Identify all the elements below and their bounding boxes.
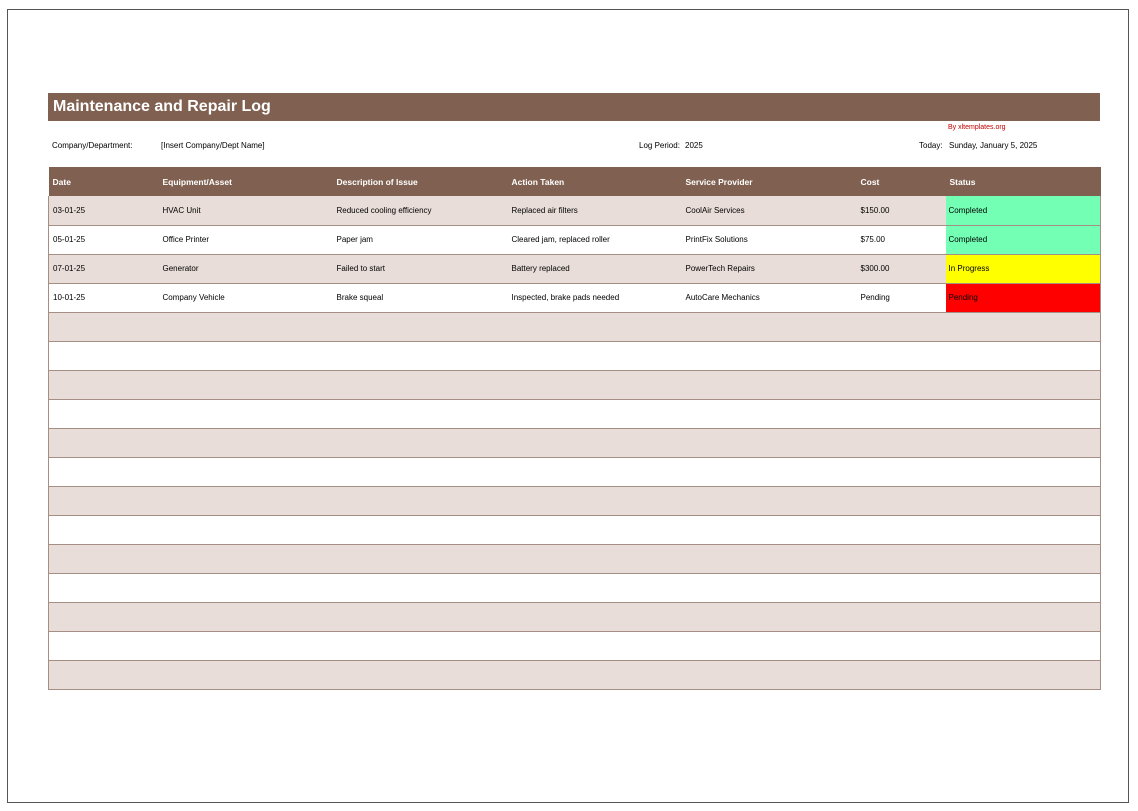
provider-cell[interactable]	[682, 515, 857, 544]
cost-cell[interactable]	[857, 544, 946, 573]
equipment-cell[interactable]	[159, 428, 333, 457]
date-cell[interactable]	[49, 486, 159, 515]
provider-cell[interactable]: CoolAir Services	[685, 205, 745, 215]
action-cell[interactable]	[508, 660, 682, 689]
cost-cell[interactable]: Pending	[860, 293, 890, 302]
date-cell[interactable]: 10-01-25	[49, 283, 159, 312]
equipment-cell[interactable]: HVAC Unit	[162, 205, 201, 215]
empty-table-row	[49, 573, 1101, 602]
cost-cell[interactable]	[857, 515, 946, 544]
date-cell[interactable]	[49, 370, 159, 399]
company-label: Company/Department:	[52, 141, 133, 150]
company-value-cell[interactable]: [Insert Company/Dept Name]	[161, 141, 265, 150]
equipment-cell[interactable]: Company Vehicle	[162, 293, 225, 302]
empty-table-row	[49, 515, 1101, 544]
provider-cell[interactable]	[682, 573, 857, 602]
description-cell[interactable]	[333, 399, 508, 428]
status-cell[interactable]	[946, 486, 1101, 515]
equipment-cell[interactable]	[159, 370, 333, 399]
cost-cell[interactable]	[857, 631, 946, 660]
log-sheet	[48, 93, 1100, 690]
equipment-cell[interactable]	[159, 544, 333, 573]
equipment-cell[interactable]	[159, 457, 333, 486]
equipment-cell[interactable]	[159, 486, 333, 515]
description-cell[interactable]	[333, 573, 508, 602]
column-header-provider[interactable]: Service Provider	[685, 176, 753, 187]
description-cell[interactable]: Paper jam	[336, 235, 373, 244]
cost-cell[interactable]	[857, 660, 946, 689]
date-cell[interactable]: 05-01-25	[49, 225, 159, 254]
status-cell[interactable]: Completed	[946, 196, 1101, 225]
action-cell[interactable]: Inspected, brake pads needed	[511, 293, 620, 302]
provider-cell[interactable]	[682, 457, 857, 486]
empty-table-row	[49, 457, 1101, 486]
cost-cell[interactable]	[857, 370, 946, 399]
provider-cell[interactable]	[682, 399, 857, 428]
today-label: Today:	[919, 141, 943, 150]
status-cell[interactable]	[946, 399, 1101, 428]
provider-cell[interactable]	[682, 602, 857, 631]
empty-table-row	[49, 602, 1101, 631]
action-cell[interactable]	[508, 602, 682, 631]
status-cell[interactable]: Pending	[946, 283, 1101, 312]
empty-table-row	[49, 631, 1101, 660]
provider-cell[interactable]: PowerTech Repairs	[685, 264, 755, 273]
table-row	[49, 225, 1101, 254]
action-cell[interactable]: Replaced air filters	[511, 205, 578, 215]
provider-cell[interactable]: PrintFix Solutions	[685, 235, 748, 244]
date-cell[interactable]	[49, 312, 159, 341]
status-cell[interactable]	[946, 457, 1101, 486]
date-cell[interactable]	[49, 573, 159, 602]
action-cell[interactable]	[508, 457, 682, 486]
date-cell[interactable]: 03-01-25	[49, 196, 159, 225]
cost-cell[interactable]	[857, 428, 946, 457]
table-row	[49, 254, 1101, 283]
action-cell[interactable]: Battery replaced	[511, 264, 570, 273]
equipment-cell[interactable]	[159, 399, 333, 428]
date-cell[interactable]	[49, 399, 159, 428]
provider-cell[interactable]	[682, 544, 857, 573]
description-cell[interactable]	[333, 341, 508, 370]
date-cell[interactable]	[49, 457, 159, 486]
equipment-cell[interactable]	[159, 602, 333, 631]
log-table-body	[49, 196, 1101, 689]
action-cell[interactable]	[508, 312, 682, 341]
status-cell[interactable]	[946, 573, 1101, 602]
cost-cell[interactable]: $75.00	[860, 235, 885, 244]
date-cell[interactable]	[49, 515, 159, 544]
equipment-cell[interactable]: Generator	[162, 264, 199, 273]
empty-table-row	[49, 399, 1101, 428]
status-cell[interactable]	[946, 660, 1101, 689]
equipment-cell[interactable]	[159, 631, 333, 660]
action-cell[interactable]: Cleared jam, replaced roller	[511, 235, 610, 244]
action-cell[interactable]	[508, 573, 682, 602]
cost-cell[interactable]	[857, 312, 946, 341]
provider-cell[interactable]	[682, 660, 857, 689]
description-cell[interactable]	[333, 428, 508, 457]
table-header-row	[49, 167, 1101, 196]
action-cell[interactable]	[508, 399, 682, 428]
provider-cell[interactable]	[682, 370, 857, 399]
column-header-cost[interactable]: Cost	[860, 176, 880, 187]
description-cell[interactable]	[333, 631, 508, 660]
description-cell[interactable]: Reduced cooling efficiency	[336, 205, 432, 215]
today-value-cell[interactable]: Sunday, January 5, 2025	[949, 141, 1038, 150]
status-cell[interactable]	[946, 631, 1101, 660]
column-header-description[interactable]: Description of Issue	[336, 176, 418, 187]
status-cell[interactable]	[946, 544, 1101, 573]
description-cell[interactable]	[333, 486, 508, 515]
cost-cell[interactable]: $150.00	[860, 205, 890, 215]
column-header-equipment[interactable]: Equipment/Asset	[162, 176, 232, 187]
status-cell[interactable]: In Progress	[946, 254, 1101, 283]
log-table	[48, 167, 1101, 690]
action-cell[interactable]	[508, 486, 682, 515]
provider-cell[interactable]: AutoCare Mechanics	[685, 293, 760, 302]
equipment-cell[interactable]	[159, 515, 333, 544]
empty-table-row	[49, 428, 1101, 457]
empty-table-row	[49, 312, 1101, 341]
date-cell[interactable]	[49, 341, 159, 370]
status-cell[interactable]	[946, 312, 1101, 341]
equipment-cell[interactable]	[159, 341, 333, 370]
equipment-cell[interactable]	[159, 660, 333, 689]
cost-cell[interactable]	[857, 602, 946, 631]
date-cell[interactable]	[49, 602, 159, 631]
page-title: Maintenance and Repair Log	[48, 93, 1100, 121]
empty-table-row	[49, 544, 1101, 573]
credit-link[interactable]: By xltemplates.org	[948, 124, 1006, 131]
action-cell[interactable]	[508, 428, 682, 457]
equipment-cell[interactable]: Office Printer	[162, 235, 210, 244]
action-cell[interactable]	[508, 370, 682, 399]
status-cell[interactable]	[946, 515, 1101, 544]
description-cell[interactable]	[333, 544, 508, 573]
description-cell[interactable]	[333, 370, 508, 399]
table-row	[49, 196, 1101, 225]
cost-cell[interactable]	[857, 486, 946, 515]
log-period-value-cell[interactable]: 2025	[685, 141, 703, 150]
description-cell[interactable]: Brake squeal	[336, 293, 384, 302]
info-row	[48, 121, 1100, 167]
status-cell[interactable]	[946, 370, 1101, 399]
cost-cell[interactable]	[857, 457, 946, 486]
description-cell[interactable]: Failed to start	[336, 264, 385, 273]
date-cell[interactable]	[49, 660, 159, 689]
cost-cell[interactable]: $300.00	[860, 264, 890, 273]
column-header-date[interactable]: Date	[52, 176, 71, 187]
date-cell[interactable]	[49, 428, 159, 457]
provider-cell[interactable]	[682, 428, 857, 457]
description-cell[interactable]	[333, 312, 508, 341]
cost-cell[interactable]	[857, 399, 946, 428]
description-cell[interactable]	[333, 515, 508, 544]
table-row	[49, 283, 1101, 312]
cost-cell[interactable]	[857, 341, 946, 370]
date-cell[interactable]: 07-01-25	[49, 254, 159, 283]
provider-cell[interactable]	[682, 312, 857, 341]
empty-table-row	[49, 486, 1101, 515]
log-period-label: Log Period:	[639, 141, 680, 150]
description-cell[interactable]	[333, 457, 508, 486]
provider-cell[interactable]	[682, 631, 857, 660]
description-cell[interactable]	[333, 660, 508, 689]
cost-cell[interactable]	[857, 573, 946, 602]
column-header-action[interactable]: Action Taken	[511, 176, 565, 187]
status-cell[interactable]	[946, 602, 1101, 631]
equipment-cell[interactable]	[159, 312, 333, 341]
empty-table-row	[49, 341, 1101, 370]
empty-table-row	[49, 370, 1101, 399]
equipment-cell[interactable]	[159, 573, 333, 602]
status-cell[interactable]: Completed	[946, 225, 1101, 254]
action-cell[interactable]	[508, 631, 682, 660]
description-cell[interactable]	[333, 602, 508, 631]
column-header-status[interactable]: Status	[949, 176, 976, 187]
action-cell[interactable]	[508, 544, 682, 573]
provider-cell[interactable]	[682, 486, 857, 515]
date-cell[interactable]	[49, 631, 159, 660]
status-cell[interactable]	[946, 341, 1101, 370]
action-cell[interactable]	[508, 341, 682, 370]
status-cell[interactable]	[946, 428, 1101, 457]
date-cell[interactable]	[49, 544, 159, 573]
empty-table-row	[49, 660, 1101, 689]
action-cell[interactable]	[508, 515, 682, 544]
provider-cell[interactable]	[682, 341, 857, 370]
